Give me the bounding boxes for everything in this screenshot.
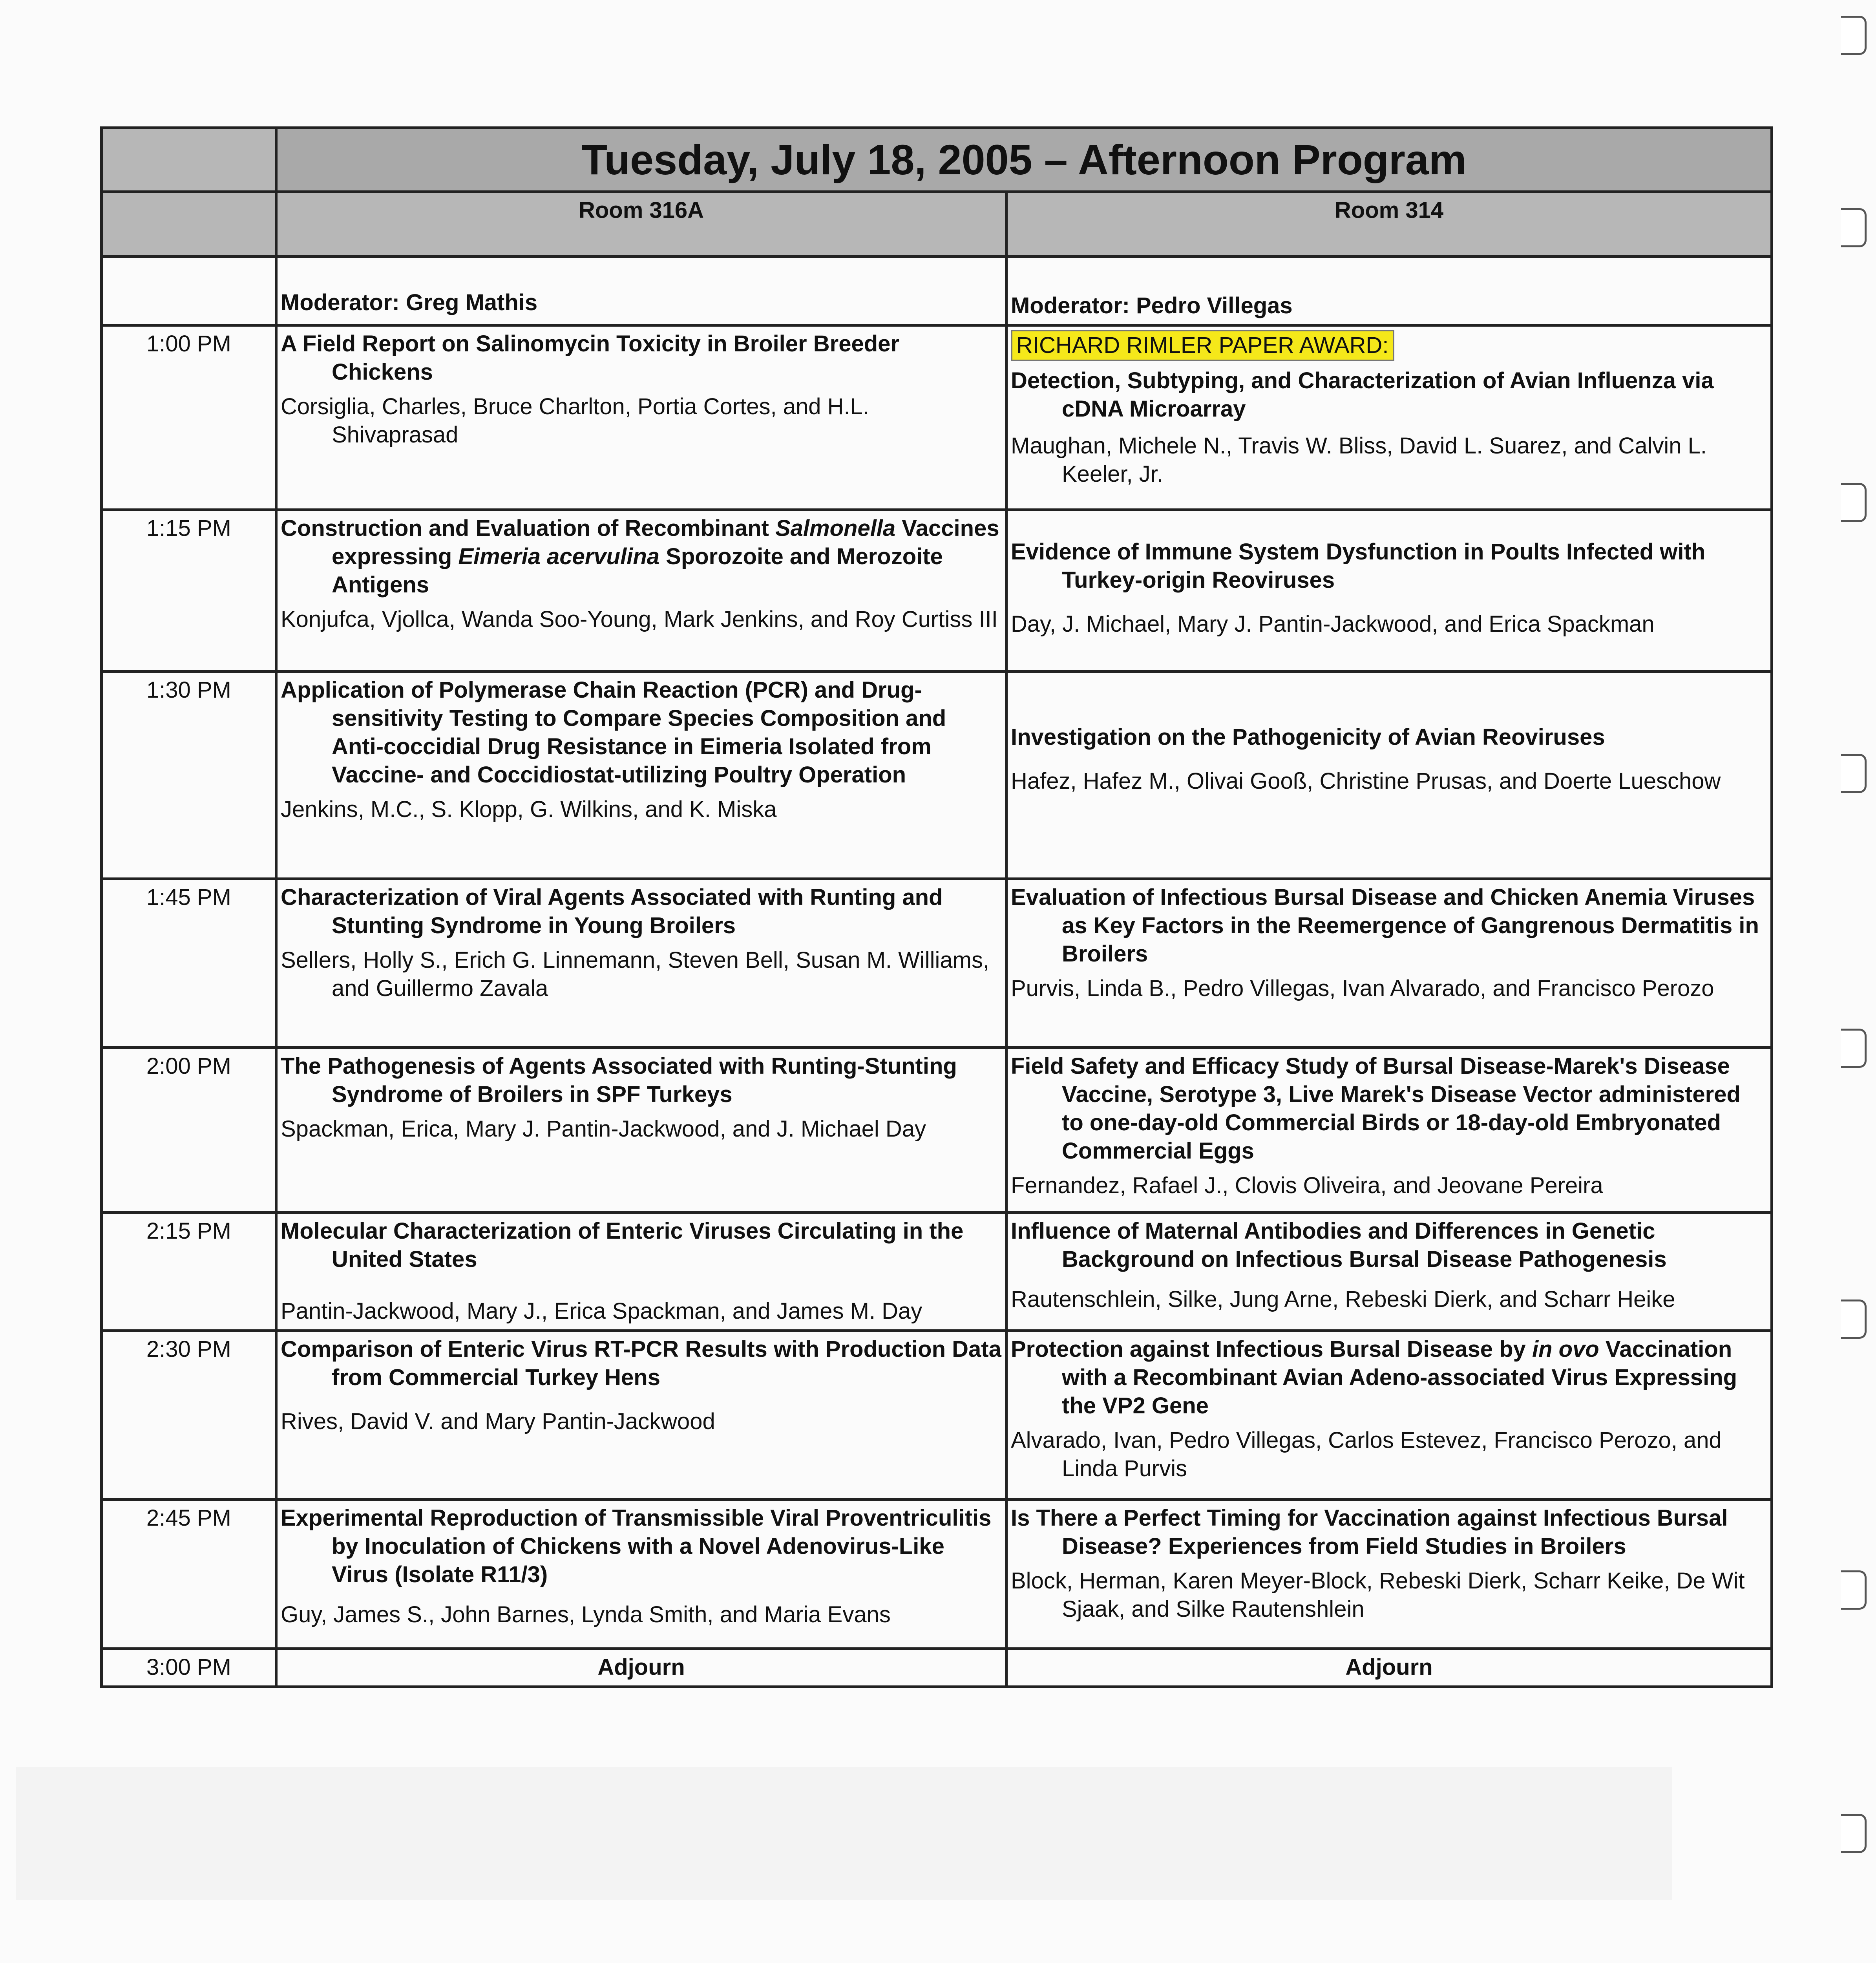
binder-tab: [1841, 1814, 1867, 1853]
session-left: [276, 672, 1007, 879]
slot-time: 2:15 PM: [102, 1213, 276, 1331]
slot-row: [102, 1048, 1772, 1213]
talk-authors: Fernandez, Rafael J., Clovis Oliveira, and Jeovane Pereira: [1011, 1173, 1603, 1198]
talk-title: Is There a Perfect Timing for Vaccination against Infectious Bursal Disease? Experiences from Field Studies in Broilers: [1011, 1505, 1728, 1559]
talk-authors: Purvis, Linda B., Pedro Villegas, Ivan Alvarado, and Francisco Perozo: [1011, 976, 1714, 1001]
talk-authors: Konjufca, Vjollca, Wanda Soo-Young, Mark Jenkins, and Roy Curtiss III: [281, 607, 998, 632]
session-right: [1007, 325, 1772, 510]
moderator-time-blank: [102, 257, 276, 325]
talk-authors: Corsiglia, Charles, Bruce Charlton, Portia Cortes, and H.L. Shivaprasad: [281, 394, 869, 448]
binder-tab: [1841, 483, 1867, 522]
binder-tab: [1841, 754, 1867, 793]
title-part: Construction and Evaluation of Recombinant: [281, 515, 775, 541]
talk-authors: Block, Herman, Karen Meyer-Block, Rebeski Dierk, Scharr Keike, De Wit Sjaak, and Silke Rautenshlein: [1011, 1568, 1745, 1622]
slot-time: 2:45 PM: [102, 1500, 276, 1649]
binder-tab: [1841, 1300, 1867, 1339]
talk-title: Evidence of Immune System Dysfunction in Poults Infected with Turkey-origin Reoviruses: [1011, 539, 1706, 593]
talk-authors: Jenkins, M.C., S. Klopp, G. Wilkins, and K. Miska: [281, 797, 777, 822]
title-part-italic: in ovo: [1532, 1336, 1599, 1362]
talk-authors: Rives, David V. and Mary Pantin-Jackwood: [281, 1409, 715, 1434]
talk-title: [1011, 1335, 1767, 1420]
slot-time: 2:00 PM: [102, 1048, 276, 1213]
title-row: [102, 128, 1772, 192]
talk-title: Experimental Reproduction of Transmissible Viral Proventriculitis by Inoculation of Chickens with a Novel Adenovirus-Like Virus (Isolate R11/3): [281, 1505, 992, 1587]
talk-title: Molecular Characterization of Enteric Viruses Circulating in the United States: [281, 1218, 964, 1272]
talk-title: Characterization of Viral Agents Associated with Runting and Stunting Syndrome in Young Broilers: [281, 885, 943, 938]
moderator-left: Moderator: Greg Mathis: [281, 290, 538, 315]
slot-time: 1:15 PM: [102, 510, 276, 672]
title-part-italic: Salmonella: [775, 515, 896, 541]
title-part: Sporozoite and Merozoite Antigens: [332, 544, 943, 598]
session-right: [1007, 1331, 1772, 1500]
slot-row: [102, 672, 1772, 879]
award-badge: RICHARD RIMLER PAPER AWARD:: [1011, 330, 1394, 361]
session-right: [1007, 510, 1772, 672]
talk-authors: Day, J. Michael, Mary J. Pantin-Jackwood, and Erica Spackman: [1011, 611, 1655, 637]
talk-authors: Sellers, Holly S., Erich G. Linnemann, Steven Bell, Susan M. Williams, and Guillermo Zavala: [281, 947, 990, 1001]
title-blank-cell: [102, 128, 276, 192]
moderator-row: [102, 257, 1772, 325]
slot-row: [102, 1213, 1772, 1331]
slot-time: 1:30 PM: [102, 672, 276, 879]
talk-title: Investigation on the Pathogenicity of Avian Reoviruses: [1011, 724, 1605, 750]
binder-tab: [1841, 16, 1867, 55]
adjourn-row: [102, 1649, 1772, 1687]
session-left: [276, 1213, 1007, 1331]
talk-title: Comparison of Enteric Virus RT-PCR Results with Production Data from Commercial Turkey Hens: [281, 1336, 1001, 1390]
talk-authors: Hafez, Hafez M., Olivai Gooß, Christine Prusas, and Doerte Lueschow: [1011, 768, 1721, 794]
slot-time: 1:45 PM: [102, 879, 276, 1048]
moderator-right: Moderator: Pedro Villegas: [1011, 293, 1293, 318]
slot-time: 3:00 PM: [102, 1649, 276, 1687]
session-left: [276, 325, 1007, 510]
room-header-row: [102, 192, 1772, 257]
talk-title: The Pathogenesis of Agents Associated with Runting-Stunting Syndrome of Broilers in SPF Turkeys: [281, 1053, 957, 1107]
room-header-right: Room 314: [1007, 192, 1772, 257]
session-left: [276, 1048, 1007, 1213]
session-right: [1007, 1500, 1772, 1649]
slot-row: [102, 1331, 1772, 1500]
slot-time: 2:30 PM: [102, 1331, 276, 1500]
talk-title: Application of Polymerase Chain Reaction (PCR) and Drug-sensitivity Testing to Compare Species Composition and Anti-coccidial Drug Resistance in Eimeria Isolated from Vaccine- and Coccidiostat-utilizing Poultry Operation: [281, 677, 946, 788]
session-left: [276, 879, 1007, 1048]
talk-title: [281, 514, 1002, 599]
adjourn-right: Adjourn: [1007, 1649, 1772, 1687]
title-part: Vaccination with a Recombinant Avian Adeno-associated Virus Expressing the VP2 Gene: [1062, 1336, 1737, 1418]
title-part: Vaccines expressing: [332, 515, 999, 569]
session-right: [1007, 672, 1772, 879]
title-part-italic: Eimeria acervulina: [458, 544, 660, 569]
adjourn-left: Adjourn: [276, 1649, 1007, 1687]
session-left: [276, 510, 1007, 672]
moderator-left-cell: [276, 257, 1007, 325]
slot-time: 1:00 PM: [102, 325, 276, 510]
binder-tab: [1841, 1570, 1867, 1610]
talk-title: A Field Report on Salinomycin Toxicity in Broiler Breeder Chickens: [281, 331, 899, 385]
talk-authors: Spackman, Erica, Mary J. Pantin-Jackwood, and J. Michael Day: [281, 1116, 926, 1142]
binder-tab: [1841, 208, 1867, 247]
room-header-left: Room 316A: [276, 192, 1007, 257]
session-left: [276, 1331, 1007, 1500]
talk-authors: Maughan, Michele N., Travis W. Bliss, David L. Suarez, and Calvin L. Keeler, Jr.: [1011, 433, 1707, 487]
program-table: [100, 126, 1773, 1688]
talk-title: Influence of Maternal Antibodies and Differences in Genetic Background on Infectious Bursal Disease Pathogenesis: [1011, 1218, 1667, 1272]
talk-title: Field Safety and Efficacy Study of Bursal Disease-Marek's Disease Vaccine, Serotype 3, Live Marek's Disease Vector administered to one-day-old Commercial Birds or 18-day-old Embryonated Commercial Eggs: [1011, 1053, 1741, 1164]
session-right: [1007, 1048, 1772, 1213]
talk-authors: Alvarado, Ivan, Pedro Villegas, Carlos Estevez, Francisco Perozo, and Linda Purvis: [1011, 1427, 1722, 1481]
session-right: [1007, 1213, 1772, 1331]
slot-row: [102, 1500, 1772, 1649]
slot-row: [102, 510, 1772, 672]
talk-authors: Pantin-Jackwood, Mary J., Erica Spackman, and James M. Day: [281, 1298, 922, 1324]
page-title: Tuesday, July 18, 2005 – Afternoon Program: [276, 128, 1772, 192]
session-left: [276, 1500, 1007, 1649]
binder-tab: [1841, 1029, 1867, 1068]
slot-row: [102, 879, 1772, 1048]
moderator-right-cell: [1007, 257, 1772, 325]
slot-row: [102, 325, 1772, 510]
room-blank-cell: [102, 192, 276, 257]
talk-title: Evaluation of Infectious Bursal Disease and Chicken Anemia Viruses as Key Factors in the Reemergence of Gangrenous Dermatitis in Broilers: [1011, 885, 1759, 967]
bleed-through-band: [16, 1767, 1672, 1900]
talk-authors: Rautenschlein, Silke, Jung Arne, Rebeski Dierk, and Scharr Heike: [1011, 1287, 1675, 1312]
session-right: [1007, 879, 1772, 1048]
talk-authors: Guy, James S., John Barnes, Lynda Smith, and Maria Evans: [281, 1602, 891, 1627]
talk-title: Detection, Subtyping, and Characterization of Avian Influenza via cDNA Microarray: [1011, 368, 1714, 422]
title-part: Protection against Infectious Bursal Disease by: [1011, 1336, 1532, 1362]
